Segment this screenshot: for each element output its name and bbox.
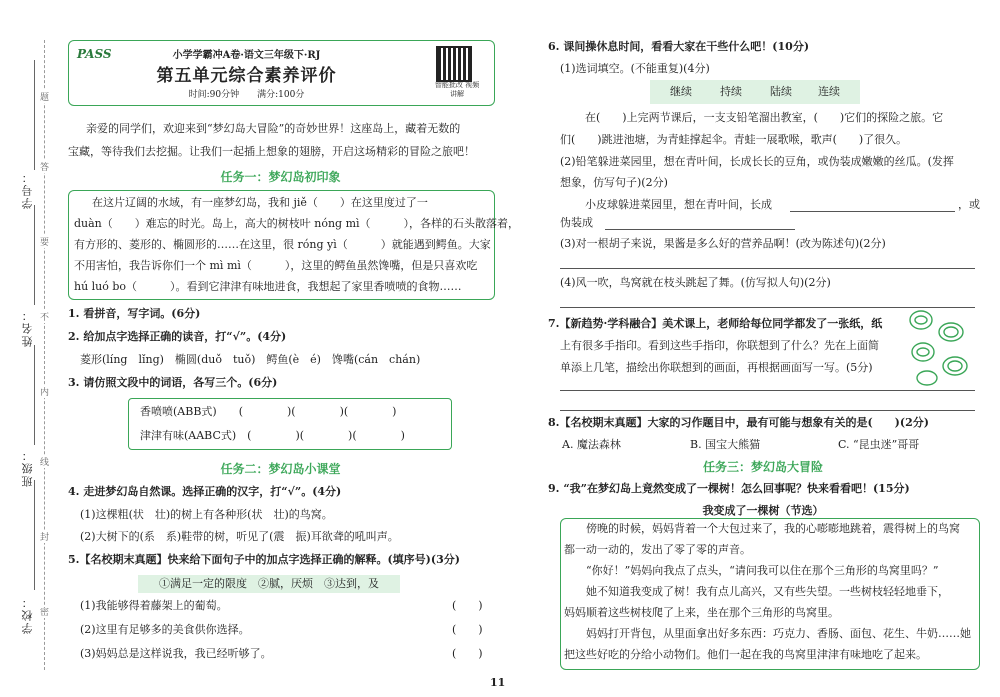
story-line: “你好！”妈妈向我点了点头，“请问我可以住在那个三角形的鸟窝里吗？” xyxy=(586,564,939,577)
word-option: 继续 xyxy=(670,85,692,98)
student-id-blank xyxy=(34,60,35,170)
class-blank xyxy=(34,345,35,445)
q6-fill-line[interactable]: 在( )上完两节课后，一支支铅笔溜出教室，( )它们的探险之旅。它 xyxy=(585,111,944,124)
name-blank xyxy=(34,205,35,305)
story-line: 妈妈打开背包，从里面拿出好多东西：巧克力、香肠、面包、花生、牛奶……她 xyxy=(586,627,971,640)
intro-line: 亲爱的同学们，欢迎来到“梦幻岛大冒险”的奇妙世界！这座岛上，藏着无数的 xyxy=(86,122,461,135)
answer-line[interactable] xyxy=(560,410,975,411)
q4-item-1[interactable]: (1)这棵粗(状 壮)的树上有各种形(状 壮)的鸟窝。 xyxy=(80,508,333,521)
answer-paren[interactable]: ( ) xyxy=(452,623,483,636)
margin-mark: 线 xyxy=(40,455,49,468)
margin-mark: 要 xyxy=(40,235,49,248)
exam-meta: 时间:90分钟 满分:100分 xyxy=(188,90,305,100)
fingerprint-icons[interactable] xyxy=(905,308,975,386)
page-title: 第五单元综合素养评价 xyxy=(156,66,337,86)
answer-line[interactable] xyxy=(560,390,975,391)
margin-mark: 封 xyxy=(40,530,49,543)
q6-part-3: (3)对一根胡子来说，果酱是多么好的营养品啊！(改为陈述句)(2分) xyxy=(560,237,886,250)
passage-line: 不用害怕，我告诉你们一个 mì mì（ ），这里的鳄鱼虽然馋嘴，但是只喜欢吃 xyxy=(74,259,478,272)
passage-line: 有方形的、菱形的、椭圆形的……在这里，很 róng yì（ ）就能遇到鳄鱼。大家 xyxy=(74,238,491,251)
q5-item-1: (1)我能够得着藤架上的葡萄。 xyxy=(80,599,228,612)
q4-item-2[interactable]: (2)大树下的(系 系)鞋带的树，听见了(震 振)耳欲聋的吼叫声。 xyxy=(80,530,399,543)
q6-part-2: (2)铅笔躲进菜园里，想在青叶间，长成长长的豆角，或伪装成嫩嫩的丝瓜。(发挥 xyxy=(560,155,954,168)
story-line: 傍晚的时候，妈妈背着一个大包过来了，我的心嘭嘭地跳着，震得树上的鸟窝 xyxy=(586,522,960,535)
word-option: 陆续 xyxy=(770,85,792,98)
q6-imitation: 小皮球躲进菜园里，想在青叶间，长成 xyxy=(585,198,772,211)
task3-heading: 任务三：梦幻岛大冒险 xyxy=(702,460,823,474)
task2-heading: 任务二：梦幻岛小课堂 xyxy=(220,462,341,476)
q5-options: ①满足一定的限度 ②腻，厌烦 ③达到，及 xyxy=(138,575,400,593)
question-9: 9. “我”在梦幻岛上竟然变成了一棵树！怎么回事呢？快来看看吧！(15分) xyxy=(548,482,910,495)
qr-code-icon[interactable] xyxy=(436,46,472,82)
q2-options[interactable]: 菱形(líng lǐng) 椭圆(duǒ tuǒ) 鳄鱼(è é) 馋嘴(cán chán) xyxy=(80,353,421,366)
question-1: 1. 看拼音，写字词。(6分) xyxy=(68,307,201,320)
margin-mark: 题 xyxy=(40,90,49,103)
question-7: 7.【新趋势·学科融合】美术课上，老师给每位同学都发了一张纸，纸 xyxy=(548,317,883,330)
paper-header xyxy=(68,40,495,106)
q6-imitation: 伪装成 xyxy=(560,216,593,229)
question-8: 8.【名校期末真题】大家的习作题目中，最有可能与想象有关的是( )(2分) xyxy=(548,416,929,429)
q5-item-3: (3)妈妈总是这样说我，我已经听够了。 xyxy=(80,647,272,660)
q6-part-1: (1)选词填空。(不能重复)(4分) xyxy=(560,62,710,75)
answer-line[interactable] xyxy=(605,229,795,230)
question-5: 5.【名校期末真题】快来给下面句子中的加点字选择正确的解释。(填序号)(3分) xyxy=(68,553,460,566)
class-label: 班级： xyxy=(21,448,34,487)
story-line: 妈妈顺着这些树枝爬了上来，坐在那个三角形的鸟窝里。 xyxy=(564,606,839,619)
margin-mark: 密 xyxy=(40,605,49,618)
q6-imitation-end: ，或 xyxy=(958,198,980,211)
margin-mark: 内 xyxy=(40,385,49,398)
name-label: 姓名： xyxy=(21,308,34,347)
answer-line[interactable] xyxy=(560,268,975,269)
margin-mark: 不 xyxy=(40,310,49,323)
passage-line: 在这片辽阔的水域，有一座梦幻岛，我和 jiě（ ）在这里度过了一 xyxy=(92,196,428,209)
story-line: 把这些好吃的分给小动物们。他们一起在我的鸟窝里津津有味地吃了起来。 xyxy=(564,648,927,661)
q6-part-2: 想象，仿写句子)(2分) xyxy=(560,176,668,189)
answer-line[interactable] xyxy=(790,211,955,212)
q5-item-2: (2)这里有足够多的美食供你选择。 xyxy=(80,623,250,636)
question-6: 6. 课间操休息时间，看看大家在干些什么吧！(10分) xyxy=(548,40,810,53)
q8-option-a[interactable]: A. 魔法森林 xyxy=(562,438,621,451)
story-line: 都一动一动的，发出了零了零的声音。 xyxy=(564,543,751,556)
question-3: 3. 请仿照文段中的词语，各写三个。(6分) xyxy=(68,376,278,389)
q8-option-b[interactable]: B. 国宝大熊猫 xyxy=(690,438,761,451)
question-2: 2. 给加点字选择正确的读音，打“√”。(4分) xyxy=(68,330,287,343)
brand-logo: PASS xyxy=(77,47,112,61)
passage-line: duàn（ ）难忘的时光。岛上，高大的树枝叶 nóng mì（ ），各样的石头散落着， xyxy=(74,217,520,230)
school-blank xyxy=(34,480,35,590)
answer-paren[interactable]: ( ) xyxy=(452,599,483,612)
passage-line: hú luó bo（ ）。看到它津津有味地进食，我想起了家里香喷喷的食物…… xyxy=(74,280,462,293)
q8-option-c[interactable]: C. “昆虫迷”哥哥 xyxy=(838,438,920,451)
question-7-text: 上有很多手指印。看到这些手指印，你联想到了什么？先在上面简 xyxy=(560,339,879,352)
q3-row-abb[interactable]: 香喷喷(ABB式) ( )( )( ) xyxy=(140,405,397,418)
school-label: 学校： xyxy=(21,595,34,634)
page-number: 11 xyxy=(490,676,506,689)
q6-part-4: (4)风一吹，鸟窝就在枝头跳起了舞。(仿写拟人句)(2分) xyxy=(560,276,831,289)
question-4: 4. 走进梦幻岛自然课。选择正确的汉字，打“√”。(4分) xyxy=(68,485,342,498)
word-option: 连续 xyxy=(818,85,840,98)
student-id-label: 学号： xyxy=(21,170,34,209)
qr-label: 智能批改 视频讲解 xyxy=(434,81,480,98)
word-option: 持续 xyxy=(720,85,742,98)
answer-paren[interactable]: ( ) xyxy=(452,647,483,660)
binding-margin xyxy=(0,0,62,697)
intro-line: 宝藏，等待我们去挖掘。让我们一起插上想象的翅膀，开启这场精彩的冒险之旅吧！ xyxy=(68,145,475,158)
cut-line xyxy=(44,40,45,670)
question-7-text: 单添上几笔，描绘出你联想到的画面，再根据画面写一写。(5分) xyxy=(560,361,873,374)
margin-mark: 答 xyxy=(40,160,49,173)
story-title: 我变成了一棵树（节选） xyxy=(702,504,824,517)
series-title: 小学学霸冲A卷·语文三年级下·RJ xyxy=(172,50,321,61)
q6-fill-line[interactable]: 们( )跳进池塘，为青蛙撑起伞。青蛙一展歌喉，歌声( )了很久。 xyxy=(560,133,908,146)
task1-heading: 任务一：梦幻岛初印象 xyxy=(220,170,341,184)
story-line: 她不知道我变成了树！我有点儿高兴，又有些失望。一些树枝轻轻地垂下， xyxy=(586,585,949,598)
q3-row-aabc[interactable]: 津津有味(AABC式) ( )( )( ) xyxy=(140,429,405,442)
